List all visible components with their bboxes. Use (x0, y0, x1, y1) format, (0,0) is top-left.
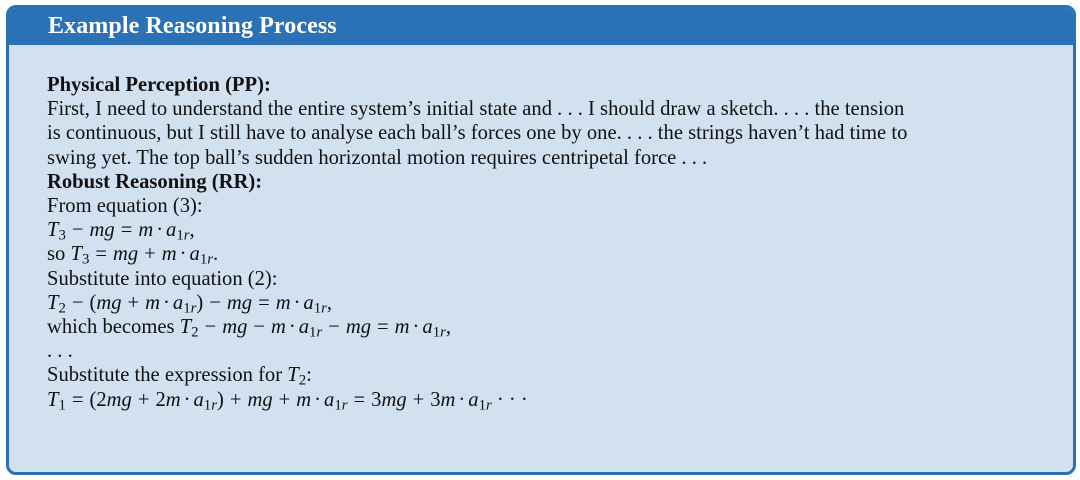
box-title: Example Reasoning Process (9, 8, 1073, 45)
ellipsis-line: . . . (47, 340, 73, 363)
rr-step3-intro: Substitute the expression for $T_2$: (47, 364, 312, 390)
equation-t3-balance: $T_3$ − mg = $m \cdot a_{1r}$, (47, 219, 195, 244)
rr-heading: Robust Reasoning (RR): (47, 170, 263, 193)
pp-heading: Physical Perception (PP): (47, 74, 271, 96)
pp-line-3: swing yet. The top ball’s sudden horizontal motion requires centripetal force . . . (47, 146, 708, 169)
box-content (9, 45, 1073, 412)
equation-t2-expanded: which becomes $T_2$ − mg − $m \cdot a_{1r}$ − mg = $m \cdot a_{1r}$, (47, 316, 452, 341)
rr-step2-intro: Substitute into equation (2): (47, 267, 278, 290)
rr-step1-intro: From equation (3): (47, 195, 203, 218)
example-reasoning-box (6, 5, 1076, 475)
equation-t3-solved: so $T_3$ = mg + $m \cdot a_{1r}$. (47, 243, 219, 269)
pp-line-2: is continuous, but I still have to analyse each ball’s forces one by one. . . . the strings haven’t had time to (47, 122, 908, 145)
equation-t1-result: $T_1 = (2mg + 2m \cdot a_{1r})$ + mg + $m \cdot a_{1r} = 3mg + 3m \cdot a_{1r}$ · · · (47, 388, 528, 414)
equation-t2-substituted: $T_2 - (mg + m \cdot a_{1r})$ − mg = $m \cdot a_{1r}$, (47, 291, 333, 317)
pp-line-1: First, I need to understand the entire system’s initial state and . . . I should draw a sketch. . . . the tension (47, 98, 905, 121)
